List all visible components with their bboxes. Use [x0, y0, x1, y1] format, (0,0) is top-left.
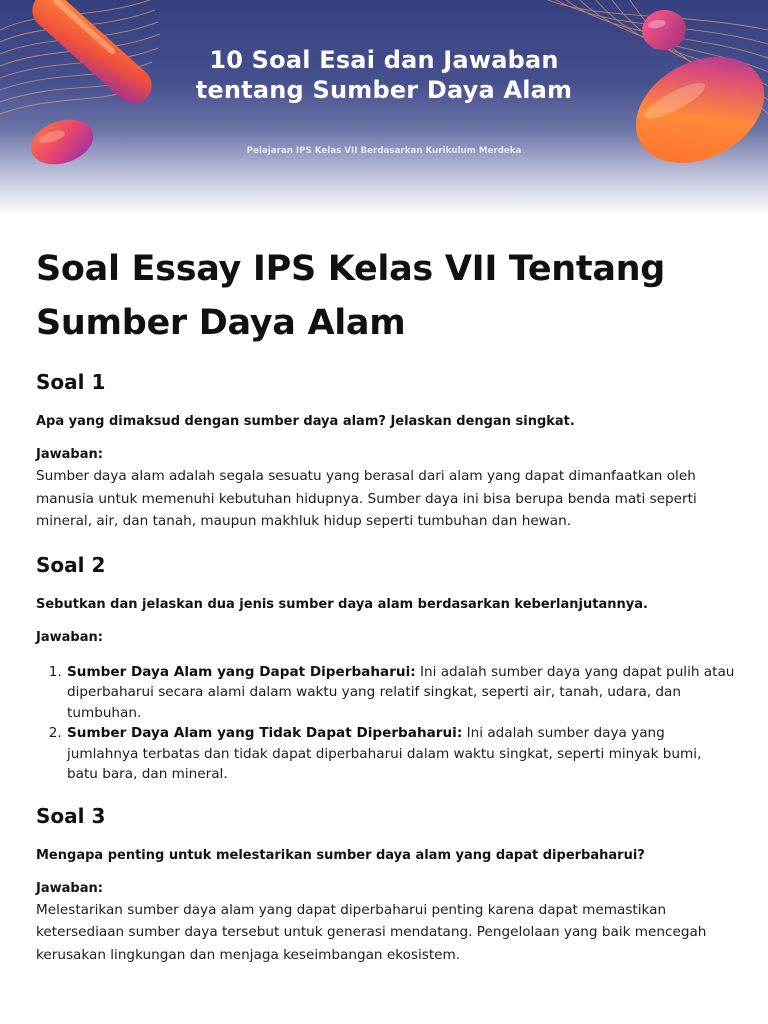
answer-label: Jawaban:: [36, 629, 103, 645]
banner-decoration: [0, 0, 768, 215]
question-heading: Soal 1: [36, 370, 106, 394]
blob-shape-right: [617, 36, 768, 185]
pill-shape-left: [25, 0, 159, 111]
question-text: Apa yang dimaksud dengan sumber daya alam? Jelaskan dengan singkat.: [36, 414, 575, 429]
answer-label: Jawaban:: [36, 447, 103, 462]
question-section: [36, 550, 736, 785]
article: [36, 242, 736, 983]
banner-subtitle: Pelajaran IPS Kelas VII Berdasarkan Kurikulum Merdeka: [246, 146, 522, 156]
question-section: [36, 801, 736, 967]
answer-item-text: Ini adalah sumber daya yang dapat pulih atau diperbaharui secara alami dalam waktu yang relatif singkat, seperti air, tanah, udara, dan tumbuhan.: [67, 663, 735, 721]
capsule-shape-right: [639, 6, 689, 53]
answer-list-item: [66, 662, 736, 724]
question-heading: Soal 2: [36, 552, 106, 577]
question-list: [36, 367, 736, 966]
answer-term: Sumber Daya Alam yang Tidak Dapat Diperbaharui:: [67, 725, 463, 741]
question-text: Sebutkan dan jelaskan dua jenis sumber daya alam berdasarkan keberlanjutannya.: [36, 596, 648, 612]
answer-list: [36, 662, 736, 785]
banner-title: 10 Soal Esai dan Jawaban tentang Sumber Daya Alam: [195, 46, 573, 104]
answer-label: Jawaban:: [36, 880, 103, 896]
answer-text: Sumber daya alam adalah segala sesuatu yang berasal dari alam yang dapat dimanfaatkan oleh manusia untuk memenuhi kebutuhan hidupnya. Sumber daya ini bisa berupa benda mati seperti mineral, air, dan tanah, maupun makhluk hidup seperti tumbuhan dan hewan.: [36, 468, 697, 529]
question-heading: Soal 3: [36, 803, 106, 828]
answer-term: Sumber Daya Alam yang Dapat Diperbaharui:: [67, 663, 416, 680]
blob-shape-left: [25, 112, 99, 172]
answer-list-item: [66, 723, 736, 785]
question-section: [36, 367, 736, 533]
question-text: Mengapa penting untuk melestarikan sumber daya alam yang dapat diperbaharui?: [36, 847, 645, 863]
header-banner: [0, 0, 768, 215]
answer-text: Melestarikan sumber daya alam yang dapat diperbaharui penting karena dapat memastikan ketersediaan sumber daya tersebut untuk generasi mendatang. Pengelolaan yang baik mencegah kerusakan lingkungan dan menjaga keseimbangan ekosistem.: [36, 901, 707, 963]
answer-item-text: Ini adalah sumber daya yang jumlahnya terbatas dan tidak dapat diperbaharui dalam waktu singkat, seperti minyak bumi, batu bara, dan mineral.: [67, 725, 702, 782]
article-title: Soal Essay IPS Kelas VII Tentang Sumber Daya Alam: [36, 249, 666, 343]
